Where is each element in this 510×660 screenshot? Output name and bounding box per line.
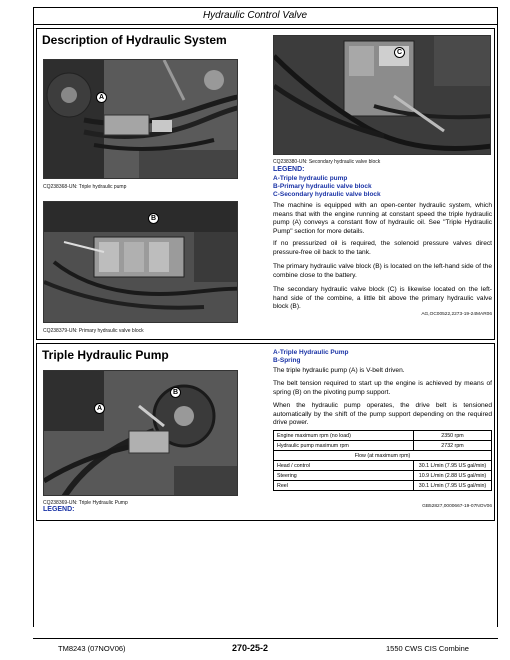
callout-b: B <box>170 387 181 398</box>
legend-item: C-Secondary hydraulic valve block <box>273 191 381 198</box>
spec-table <box>273 430 492 491</box>
section-triple-hydraulic-pump <box>36 343 495 521</box>
footer-manual-id: TM8243 (07NOV06) <box>58 644 126 653</box>
paragraph: The secondary hydraulic valve block (C) is likewise located on the left-hand side of the combine, a little bit above the primary hydraulic valve block (B). <box>273 286 492 311</box>
table-cell-label: Head / control <box>274 461 414 471</box>
paragraph: If no pressurized oil is required, the solenoid pressure valves direct pressure-free oil back to the tank. <box>273 240 492 256</box>
table-cell-label: Hydraulic pump maximum rpm <box>274 441 414 451</box>
section-title: Description of Hydraulic System <box>42 33 227 47</box>
table-row <box>274 441 492 451</box>
table-cell-value: 30.1 L/min (7.95 US gal/min) <box>414 461 492 471</box>
legend-item: B-Spring <box>273 357 301 364</box>
legend-item: A-Triple hydraulic pump <box>273 175 348 182</box>
header-rule <box>33 24 498 25</box>
photo-primary-valve-block <box>43 201 238 323</box>
table-row <box>274 451 492 461</box>
reference-code: GB52827,0000667-19-07NOV06 <box>422 504 492 509</box>
photo-triple-hydraulic-pump <box>43 59 238 179</box>
callout-c: C <box>394 47 405 58</box>
table-cell-value: 10.9 L/min (2.88 US gal/min) <box>414 471 492 481</box>
table-cell-value: 2732 rpm <box>414 441 492 451</box>
callout-b: B <box>148 213 159 224</box>
callout-a: A <box>96 92 107 103</box>
photo-triple-hydraulic-pump <box>43 370 238 496</box>
table-cell-value: 2350 rpm <box>414 431 492 441</box>
paragraph: The belt tension required to start up the engine is achieved by means of spring (B) on the pivoting pump support. <box>273 380 492 396</box>
paragraph: The primary hydraulic valve block (B) is located on the left-hand side of the combine close to the battery. <box>273 263 492 279</box>
table-cell-label: Steering <box>274 471 414 481</box>
paragraph: The machine is equipped with an open-center hydraulic system, which means that with the engine running at constant speed the triple hydraulic pump (A) conveys a constant flow of hydraulic oil. See "Triple Hydraulic Pump" section for more details. <box>273 202 492 235</box>
callout-a: A <box>94 403 105 414</box>
table-span-header: Flow (at maximum rpm) <box>274 451 492 461</box>
table-cell-value: 30.1 L/min (7.95 US gal/min) <box>414 481 492 491</box>
paragraph: When the hydraulic pump operates, the drive belt is tensioned automatically by the shift of the pump support depending on the required drive power. <box>273 402 492 427</box>
reference-code: AG,OC00522,2273-19-24MAR06 <box>421 312 492 317</box>
paragraph: The triple hydraulic pump (A) is V-belt driven. <box>273 367 405 374</box>
legend-item: A-Triple Hydraulic Pump <box>273 349 349 356</box>
photo-caption: CQ238380-UN: Secondary hydraulic valve block <box>273 159 381 165</box>
photo-caption: CQ238368-UN: Triple hydraulic pump <box>43 184 127 190</box>
photo-secondary-valve-block <box>273 35 491 155</box>
table-row <box>274 461 492 471</box>
table-row <box>274 431 492 441</box>
legend-title: LEGEND: <box>273 166 305 173</box>
footer-machine-name: 1550 CWS CIS Combine <box>386 644 469 653</box>
table-cell-label: Reel <box>274 481 414 491</box>
legend-item: B-Primary hydraulic valve block <box>273 183 372 190</box>
table-row <box>274 481 492 491</box>
legend-title: LEGEND: <box>43 506 75 513</box>
page-header-title: Hydraulic Control Valve <box>202 10 308 21</box>
table-row <box>274 471 492 481</box>
footer-rule <box>33 638 498 639</box>
photo-caption: CQ238379-UN: Primary hydraulic valve block <box>43 328 144 334</box>
footer-page-number: 270-25-2 <box>232 643 269 653</box>
table-cell-label: Engine maximum rpm (no load) <box>274 431 414 441</box>
section-title: Triple Hydraulic Pump <box>42 348 169 362</box>
photo-caption: CQ238369-UN: Triple Hydraulic Pump <box>43 500 128 506</box>
section-hydraulic-system <box>36 28 495 340</box>
